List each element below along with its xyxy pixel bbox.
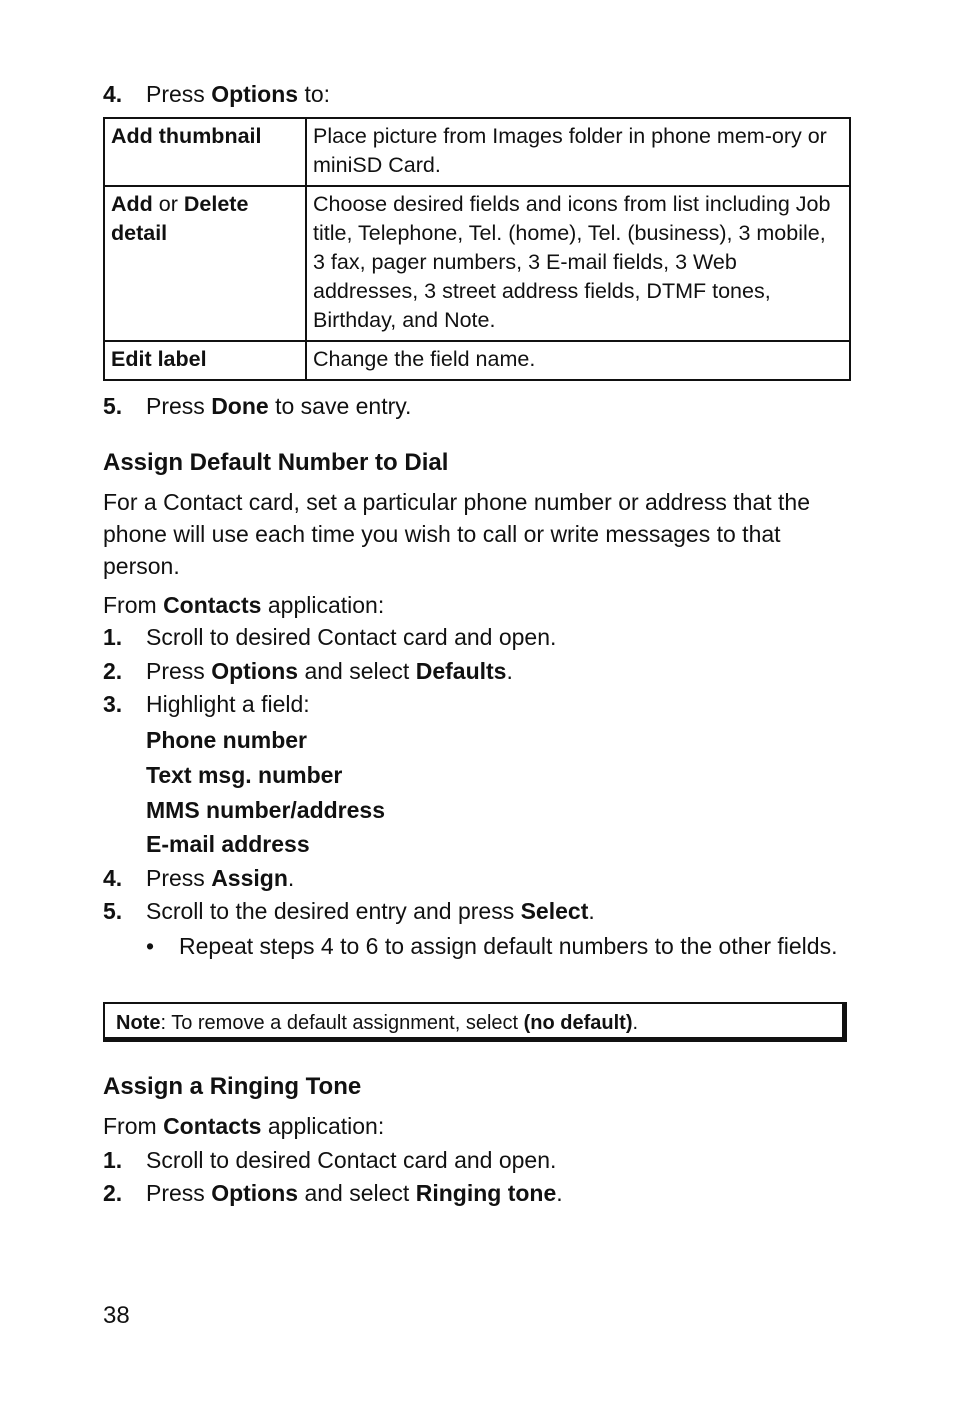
- option-term: Edit label: [104, 341, 306, 380]
- step-text: Press Done to save entry.: [146, 393, 412, 419]
- field-option: MMS number/address: [146, 797, 385, 823]
- step-number: 1.: [103, 624, 123, 650]
- step-text: Press Assign.: [146, 865, 295, 891]
- table-row: [104, 118, 850, 186]
- field-option: Text msg. number: [146, 762, 343, 788]
- step-number: 4.: [103, 81, 123, 107]
- bullet-item: [146, 932, 851, 961]
- option-description: Change the field name.: [306, 341, 850, 380]
- field-option: Phone number: [146, 727, 308, 753]
- step-text: Scroll to desired Contact card and open.: [146, 1147, 557, 1173]
- bullet-text: Repeat steps 4 to 6 to assign default numbers to the other fields.: [179, 933, 838, 959]
- page-number: 38: [103, 1302, 130, 1329]
- option-term: Add or Delete detail: [104, 186, 306, 341]
- step-text: Scroll to desired Contact card and open.: [146, 624, 557, 650]
- step-number: 2.: [103, 1180, 123, 1206]
- table-row: [104, 186, 850, 341]
- step-number: 2.: [103, 658, 123, 684]
- step-number: 4.: [103, 865, 123, 891]
- step-number: 5.: [103, 393, 123, 419]
- table-row: [104, 341, 850, 380]
- step-number: 5.: [103, 898, 123, 924]
- field-option: E-mail address: [146, 831, 310, 857]
- option-description: Place picture from Images folder in phone mem-ory or miniSD Card.: [306, 118, 850, 186]
- section-heading-default-number: Assign Default Number to Dial: [103, 449, 449, 476]
- step-text: Press Options and select Defaults.: [146, 658, 513, 684]
- step-number: 3.: [103, 691, 123, 717]
- step-text: Highlight a field:: [146, 691, 310, 717]
- note-box: Note: To remove a default assignment, select (no default).: [103, 1002, 847, 1042]
- step-text: Press Options and select Ringing tone.: [146, 1180, 563, 1206]
- option-description: Choose desired fields and icons from list including Job title, Telephone, Tel. (home), Tel. (business), 3 mobile, 3 fax, pager numbers, 3 E-mail fields, 3 Web addresses, 3 street address fields, DTMF tones, Birthday, and Note.: [306, 186, 850, 341]
- option-term: Add thumbnail: [104, 118, 306, 186]
- section-intro: For a Contact card, set a particular phone number or address that the phone will use each time you wish to call or write messages to that person.: [103, 489, 810, 579]
- step-text: Scroll to the desired entry and press Select.: [146, 898, 595, 924]
- bullet-icon: •: [146, 933, 155, 959]
- from-contacts: From Contacts application:: [103, 1113, 385, 1139]
- from-contacts: From Contacts application:: [103, 592, 385, 618]
- section-heading-ringing-tone: Assign a Ringing Tone: [103, 1073, 362, 1100]
- step-number: 1.: [103, 1147, 123, 1173]
- options-table: [103, 117, 851, 381]
- step-text: Press Options to:: [146, 81, 331, 107]
